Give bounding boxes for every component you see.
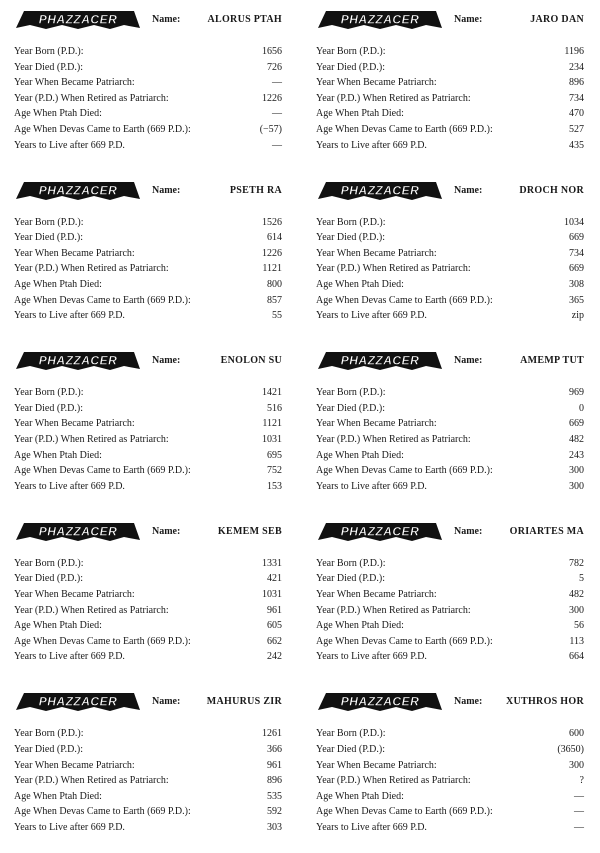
stat-label: Year (P.D.) When Retired as Patriarch: [316, 775, 471, 787]
stat-value: 961 [267, 759, 282, 771]
svg-text:PHAZZACER: PHAZZACER [340, 12, 420, 27]
stat-value: 1526 [262, 216, 282, 228]
stat-value: 896 [569, 77, 584, 89]
card-header [316, 0, 590, 40]
stat-value: 1656 [262, 46, 282, 57]
svg-text:PHAZZACER: PHAZZACER [340, 524, 420, 539]
svg-text:PHAZZACER: PHAZZACER [38, 524, 118, 539]
name-label: Name: [454, 184, 483, 196]
patriarch-name: ENOLON SU [220, 355, 282, 367]
stat-row [316, 91, 590, 107]
stat-row [14, 726, 288, 742]
stat-value: 470 [569, 108, 584, 120]
stat-row [14, 293, 288, 309]
stat-row [316, 277, 590, 293]
stat-label: Year (P.D.) When Retired as Patriarch: [14, 263, 169, 275]
stat-label: Year (P.D.) When Retired as Patriarch: [14, 92, 169, 104]
stat-value: 1031 [262, 433, 282, 445]
card-header [14, 512, 288, 552]
stat-label: Year Died (P.D.): [316, 743, 385, 755]
stats-list [316, 44, 590, 153]
stat-label: Year When Became Patriarch: [316, 77, 437, 89]
stat-value: 1226 [262, 92, 282, 104]
stat-row [14, 75, 288, 91]
name-label: Name: [152, 184, 181, 196]
stat-label: Years to Live after 669 P.D. [14, 139, 125, 151]
stat-value: 961 [267, 604, 282, 616]
stat-row [316, 758, 590, 774]
stat-label: Year When Became Patriarch: [316, 759, 437, 771]
stat-value: 614 [267, 232, 282, 244]
stat-label: Years to Live after 669 P.D. [14, 310, 125, 322]
stat-value: 365 [569, 294, 584, 306]
patriarch-name: ALORUS PTAH [207, 14, 282, 25]
stat-label: Age When Devas Came to Earth (669 P.D.): [14, 635, 191, 647]
stat-row [14, 416, 288, 432]
stat-label: Year (P.D.) When Retired as Patriarch: [14, 604, 169, 616]
stat-value: 1121 [262, 418, 282, 430]
patriarch-name: AMEMP TUT [520, 355, 584, 367]
phazzacer-logo [316, 690, 444, 712]
stat-row [316, 44, 590, 60]
stat-row [14, 215, 288, 231]
stat-value: 482 [569, 433, 584, 445]
name-label: Name: [152, 14, 181, 25]
svg-text:PHAZZACER: PHAZZACER [38, 12, 118, 27]
stat-row [316, 106, 590, 122]
stat-label: Age When Devas Came to Earth (669 P.D.): [316, 294, 493, 306]
stats-list [14, 726, 288, 835]
stat-row [316, 726, 590, 742]
stat-value: — [272, 77, 282, 89]
stat-row [14, 634, 288, 650]
stat-value: 234 [569, 61, 584, 73]
stat-label: Age When Devas Came to Earth (669 P.D.): [14, 123, 191, 135]
stat-label: Year Died (P.D.): [14, 402, 83, 414]
stat-value: 113 [569, 635, 584, 647]
stat-row [14, 479, 288, 495]
stats-list [316, 556, 590, 665]
stat-label: Age When Devas Came to Earth (669 P.D.): [14, 806, 191, 818]
stat-row [14, 138, 288, 154]
stat-label: Year (P.D.) When Retired as Patriarch: [14, 433, 169, 445]
phazzacer-logo [14, 179, 142, 201]
stat-value: 303 [267, 821, 282, 833]
stat-row [316, 293, 590, 309]
stat-value: — [574, 790, 584, 802]
stat-label: Year Born (P.D.): [316, 216, 386, 228]
card-header [316, 341, 590, 381]
patriarch-name: DROCH NOR [519, 184, 584, 196]
stat-label: Years to Live after 669 P.D. [14, 821, 125, 833]
stat-row [14, 758, 288, 774]
stat-row [316, 60, 590, 76]
stat-value: 242 [267, 651, 282, 663]
stat-value: 482 [569, 588, 584, 600]
svg-text:PHAZZACER: PHAZZACER [38, 183, 118, 198]
stat-label: Year Died (P.D.): [14, 573, 83, 585]
phazzacer-logo [316, 520, 444, 542]
card-header [14, 341, 288, 381]
stat-row [316, 416, 590, 432]
stat-value: 300 [569, 480, 584, 492]
stat-label: Year Born (P.D.): [14, 728, 84, 740]
stat-value: (−57) [259, 123, 282, 135]
stat-row [14, 618, 288, 634]
stat-value: 308 [569, 278, 584, 290]
stat-label: Year When Became Patriarch: [14, 759, 135, 771]
stat-row [316, 634, 590, 650]
stat-value: — [574, 806, 584, 818]
stat-value: 435 [569, 139, 584, 151]
stat-value: 896 [267, 775, 282, 787]
patriarch-card [0, 341, 298, 512]
stat-label: Year When Became Patriarch: [14, 418, 135, 430]
stat-row [316, 138, 590, 154]
stat-value: 695 [267, 449, 282, 461]
stat-row [14, 571, 288, 587]
stat-value: 592 [267, 806, 282, 818]
stat-row [316, 122, 590, 138]
stat-row [316, 448, 590, 464]
stat-value: 600 [569, 728, 584, 740]
stat-value: 1034 [564, 216, 584, 228]
stat-value: 1196 [564, 46, 584, 57]
stat-label: Year When Became Patriarch: [14, 588, 135, 600]
stat-label: Year (P.D.) When Retired as Patriarch: [316, 263, 471, 275]
stat-value: — [272, 139, 282, 151]
name-label: Name: [454, 525, 483, 537]
stat-label: Year When Became Patriarch: [14, 77, 135, 89]
phazzacer-logo [14, 690, 142, 712]
stat-value: 800 [267, 278, 282, 290]
patriarch-card [302, 682, 600, 853]
card-header [14, 171, 288, 211]
stat-row [316, 261, 590, 277]
stat-value: 1031 [262, 588, 282, 600]
card-header [316, 682, 590, 722]
stat-value: 55 [272, 310, 282, 322]
stat-value: 0 [579, 402, 584, 414]
stat-row [316, 556, 590, 572]
card-header [14, 0, 288, 40]
svg-text:PHAZZACER: PHAZZACER [38, 353, 118, 368]
stat-value: 300 [569, 604, 584, 616]
stat-label: Year Born (P.D.): [14, 387, 84, 399]
stat-label: Year (P.D.) When Retired as Patriarch: [316, 604, 471, 616]
stat-value: 726 [267, 61, 282, 73]
stat-value: 56 [574, 620, 584, 632]
stat-row [14, 556, 288, 572]
stat-label: Age When Ptah Died: [316, 278, 404, 290]
stat-row [14, 789, 288, 805]
stat-label: Year Born (P.D.): [316, 557, 386, 569]
svg-text:PHAZZACER: PHAZZACER [38, 694, 118, 709]
stat-value: 421 [267, 573, 282, 585]
stat-value: 300 [569, 465, 584, 477]
stat-label: Year Born (P.D.): [316, 387, 386, 399]
stat-label: Year When Became Patriarch: [316, 588, 437, 600]
stat-label: Year Born (P.D.): [14, 216, 84, 228]
phazzacer-logo [316, 8, 444, 30]
stats-list [316, 726, 590, 835]
stat-value: 857 [267, 294, 282, 306]
stat-row [14, 277, 288, 293]
stat-label: Age When Devas Came to Earth (669 P.D.): [316, 806, 493, 818]
stat-label: Age When Ptah Died: [316, 108, 404, 120]
stat-label: Age When Devas Came to Earth (669 P.D.): [316, 465, 493, 477]
stat-row [316, 571, 590, 587]
stat-value: 1331 [262, 557, 282, 569]
stat-label: Age When Ptah Died: [14, 790, 102, 802]
stat-value: 1121 [262, 263, 282, 275]
stat-row [316, 246, 590, 262]
svg-text:PHAZZACER: PHAZZACER [340, 183, 420, 198]
patriarch-card [302, 0, 600, 171]
stat-value: zip [571, 310, 584, 322]
stat-row [316, 773, 590, 789]
stat-label: Year Died (P.D.): [316, 573, 385, 585]
stat-row [14, 91, 288, 107]
stat-label: Age When Devas Came to Earth (669 P.D.): [316, 123, 493, 135]
stat-label: Age When Devas Came to Earth (669 P.D.): [14, 294, 191, 306]
stat-value: 243 [569, 449, 584, 461]
stats-list [14, 215, 288, 324]
stats-list [14, 556, 288, 665]
phazzacer-logo [14, 520, 142, 542]
stat-label: Age When Ptah Died: [14, 620, 102, 632]
stat-row [14, 246, 288, 262]
stat-row [316, 603, 590, 619]
stat-label: Year (P.D.) When Retired as Patriarch: [316, 92, 471, 104]
stat-value: 1226 [262, 247, 282, 259]
stat-row [316, 75, 590, 91]
patriarch-name: JARO DAN [530, 14, 584, 25]
stat-row [14, 308, 288, 324]
svg-text:PHAZZACER: PHAZZACER [340, 694, 420, 709]
patriarch-card [0, 512, 298, 683]
patriarch-name: KEMEM SEB [217, 525, 282, 537]
stat-row [316, 230, 590, 246]
stat-label: Age When Ptah Died: [316, 790, 404, 802]
stat-value: 605 [267, 620, 282, 632]
stat-value: 1421 [262, 387, 282, 399]
stats-list [316, 385, 590, 494]
stat-label: Years to Live after 669 P.D. [316, 310, 427, 322]
stat-value: 734 [569, 92, 584, 104]
stat-value: 669 [569, 263, 584, 275]
stat-label: Year Died (P.D.): [316, 61, 385, 73]
patriarch-card [302, 171, 600, 342]
stat-label: Years to Live after 669 P.D. [14, 651, 125, 663]
patriarch-name: XUTHROS HOR [505, 696, 584, 708]
patriarch-name: PSETH RA [229, 184, 282, 196]
stat-row [14, 122, 288, 138]
stat-row [14, 804, 288, 820]
phazzacer-logo [14, 349, 142, 371]
stat-row [14, 230, 288, 246]
stat-row [316, 463, 590, 479]
stat-label: Age When Devas Came to Earth (669 P.D.): [316, 635, 493, 647]
stat-row [14, 60, 288, 76]
stat-value: 1261 [262, 728, 282, 740]
stat-row [316, 820, 590, 836]
stat-label: Age When Ptah Died: [14, 449, 102, 461]
stat-label: Year Died (P.D.): [14, 743, 83, 755]
stat-label: Year Died (P.D.): [14, 61, 83, 73]
stat-label: Years to Live after 669 P.D. [316, 651, 427, 663]
stat-label: Age When Ptah Died: [316, 449, 404, 461]
stat-row [14, 773, 288, 789]
stat-row [14, 261, 288, 277]
card-header [14, 682, 288, 722]
name-label: Name: [454, 355, 483, 367]
name-label: Name: [152, 525, 181, 537]
stat-label: Year Born (P.D.): [14, 46, 84, 57]
card-header [316, 171, 590, 211]
stat-value: 366 [267, 743, 282, 755]
stat-row [316, 618, 590, 634]
stat-row [14, 587, 288, 603]
stat-label: Years to Live after 669 P.D. [14, 480, 125, 492]
name-label: Name: [152, 355, 181, 367]
stat-label: Year Born (P.D.): [316, 728, 386, 740]
stat-row [316, 479, 590, 495]
stat-value: 5 [579, 573, 584, 585]
stat-value: 734 [569, 247, 584, 259]
stat-label: Age When Devas Came to Earth (669 P.D.): [14, 465, 191, 477]
card-header [316, 512, 590, 552]
patriarch-card [0, 171, 298, 342]
name-label: Name: [152, 696, 181, 708]
stat-row [316, 742, 590, 758]
stat-label: Age When Ptah Died: [14, 108, 102, 120]
stat-row [14, 820, 288, 836]
stat-row [316, 215, 590, 231]
patriarch-card [0, 682, 298, 853]
stat-row [316, 401, 590, 417]
patriarch-name: ORIARTES MA [509, 525, 584, 537]
stat-label: Year When Became Patriarch: [14, 247, 135, 259]
stat-label: Age When Ptah Died: [316, 620, 404, 632]
stats-list [316, 215, 590, 324]
stat-row [316, 308, 590, 324]
stat-row [316, 789, 590, 805]
stat-value: (3650) [557, 743, 584, 755]
stat-row [14, 432, 288, 448]
stats-list [14, 44, 288, 153]
stat-row [14, 448, 288, 464]
stat-value: 516 [267, 402, 282, 414]
name-label: Name: [454, 14, 483, 25]
stat-value: 752 [267, 465, 282, 477]
stat-label: Age When Ptah Died: [14, 278, 102, 290]
stat-row [316, 587, 590, 603]
stat-value: 669 [569, 418, 584, 430]
phazzacer-logo [316, 349, 444, 371]
patriarch-card [0, 0, 298, 171]
stat-label: Years to Live after 669 P.D. [316, 139, 427, 151]
stat-value: 153 [267, 480, 282, 492]
stat-value: 969 [569, 387, 584, 399]
phazzacer-logo [316, 179, 444, 201]
stat-row [316, 649, 590, 665]
patriarch-name: MAHURUS ZIR [206, 696, 282, 708]
stat-label: Year Born (P.D.): [14, 557, 84, 569]
stat-row [14, 401, 288, 417]
svg-text:PHAZZACER: PHAZZACER [340, 353, 420, 368]
phazzacer-logo [14, 8, 142, 30]
stat-label: Year When Became Patriarch: [316, 247, 437, 259]
stat-row [316, 385, 590, 401]
stat-value: 669 [569, 232, 584, 244]
stat-label: Year Died (P.D.): [316, 232, 385, 244]
stat-label: Years to Live after 669 P.D. [316, 480, 427, 492]
patriarch-card [302, 512, 600, 683]
name-label: Name: [454, 696, 483, 708]
stat-row [14, 106, 288, 122]
stat-value: — [574, 821, 584, 833]
stat-value: 662 [267, 635, 282, 647]
stat-row [14, 649, 288, 665]
stat-label: Year Died (P.D.): [14, 232, 83, 244]
stat-value: 527 [569, 123, 584, 135]
stat-label: Year Born (P.D.): [316, 46, 386, 57]
stat-label: Years to Live after 669 P.D. [316, 821, 427, 833]
stat-row [14, 463, 288, 479]
stat-value: 782 [569, 557, 584, 569]
stats-list [14, 385, 288, 494]
stat-label: Year (P.D.) When Retired as Patriarch: [14, 775, 169, 787]
stat-row [14, 44, 288, 60]
stat-row [316, 804, 590, 820]
stat-value: 535 [267, 790, 282, 802]
stat-value: — [272, 108, 282, 120]
stat-value: 664 [569, 651, 584, 663]
stat-value: 300 [569, 759, 584, 771]
stat-row [14, 742, 288, 758]
stat-row [14, 603, 288, 619]
patriarch-card [302, 341, 600, 512]
stat-label: Year When Became Patriarch: [316, 418, 437, 430]
stat-label: Year Died (P.D.): [316, 402, 385, 414]
stat-label: Year (P.D.) When Retired as Patriarch: [316, 433, 471, 445]
stat-value: ? [579, 775, 584, 787]
stat-row [316, 432, 590, 448]
stat-row [14, 385, 288, 401]
